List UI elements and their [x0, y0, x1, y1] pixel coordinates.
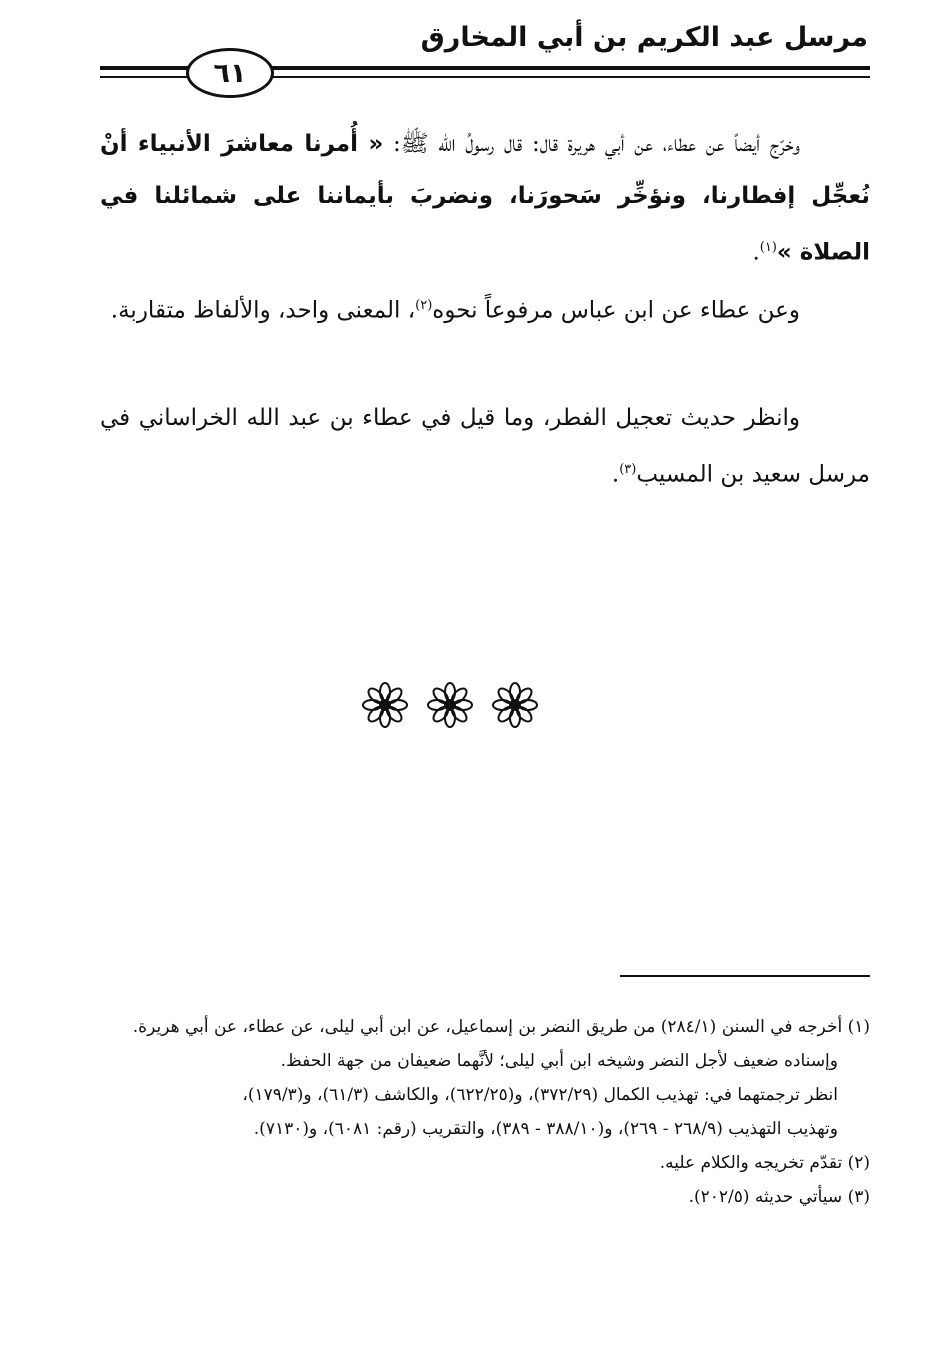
- flower-ornament-icon: [425, 680, 475, 730]
- footnote-1-line-3: انظر ترجمتهما في: تهذيب الكمال (٣٧٢/٢٩)، و(٦٢٢/٢٥)، والكاشف (٦١/٣)، و(١٧٩/٣)،: [242, 1085, 838, 1105]
- paragraph-3: [100, 392, 870, 501]
- section-end-ornament: [360, 680, 540, 730]
- footnote-ref-3: (٣): [619, 462, 637, 477]
- footnote-3: (٣) سيأتي حديثه (٢٠٢/٥).: [688, 1187, 870, 1207]
- flower-ornament-icon: [360, 680, 410, 730]
- paragraph-3-block: [100, 392, 870, 501]
- running-title: مرسل عبد الكريم بن أبي المخارق: [420, 22, 868, 53]
- footnotes: [100, 1010, 870, 1214]
- paragraph-1-intro: وخرّج أيضاً عن عطاء، عن أبي هريرة قال: قال رسولُ الله ﷺ:: [393, 131, 801, 157]
- paragraph-1: وخرّج أيضاً عن عطاء، عن أبي هريرة قال: قال رسولُ الله ﷺ: « أُمرنا معاشرَ الأنبياء أنْ نُعجِّل إفطارنا، ونؤخِّر سَحورَنا، ونضربَ بأيماننا على شمائلنا في الصلاة »$^{(١)}$.: [100, 131, 870, 266]
- footnote-1-line-4: وتهذيب التهذيب (٢٦٨/٩ - ٢٦٩)، و(٣٨٨/١٠ - ٣٨٩)، والتقريب (رقم: ٦٠٨١)، و(٧١٣٠).: [253, 1119, 838, 1139]
- footnote-1-line-1: (١) أخرجه في السنن (٢٨٤/١) من طريق النضر بن إسماعيل، عن ابن أبي ليلى، عن عطاء، عن أبي هريرة.: [132, 1017, 870, 1037]
- paragraph-2-block: [100, 280, 870, 337]
- paragraph-3-tail: .: [611, 461, 620, 488]
- page-number: ٦١: [213, 57, 247, 89]
- paragraph-2-text: وعن عطاء عن ابن عباس مرفوعاً نحوه: [432, 297, 800, 324]
- footnote-2: (٢) تقدّم تخريجه والكلام عليه.: [659, 1153, 870, 1173]
- footnote-1-line-2: وإسناده ضعيف لأجل النضر وشيخه ابن أبي ليلى؛ لأنَّهما ضعيفان من جهة الحفظ.: [280, 1051, 838, 1071]
- page-number-badge: [186, 48, 274, 98]
- paragraph-2: [100, 280, 870, 337]
- footnote-ref-2: (٢): [415, 298, 433, 313]
- footnote-ref-1: (١): [759, 240, 777, 255]
- main-text: [100, 118, 870, 279]
- paragraph-2-tail: ، المعنى واحد، والألفاظ متقاربة.: [110, 297, 416, 324]
- flower-ornament-icon: [490, 680, 540, 730]
- footnote-separator: [620, 975, 870, 977]
- paragraph-3-text: وانظر حديث تعجيل الفطر، وما قيل في عطاء بن عبد الله الخراساني في مرسل سعيد بن المسيب: [100, 405, 870, 488]
- hadith-quote: « أُمرنا معاشرَ الأنبياء أنْ نُعجِّل إفطارنا، ونؤخِّر سَحورَنا، ونضربَ بأيماننا على شمائلنا في الصلاة »: [100, 131, 870, 266]
